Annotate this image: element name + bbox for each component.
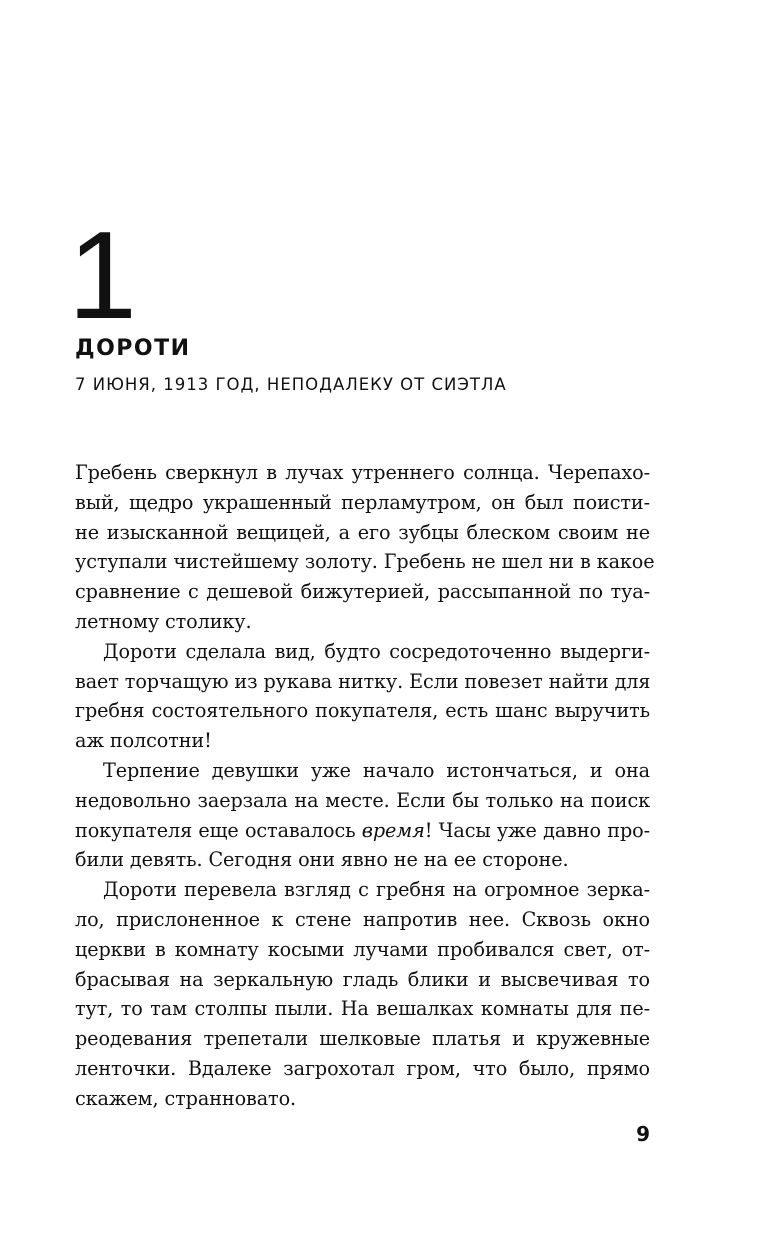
text-line: реодевания трепетали шелковые платья и кружевные	[75, 1027, 650, 1051]
text-run: покупателя еще оставалось	[75, 818, 362, 842]
chapter-subtitle: 7 ИЮНЯ, 1913 ГОД, НЕПОДАЛЕКУ ОТ СИЭТЛА	[75, 375, 507, 394]
text-line: сравнение с дешевой бижутерией, рассыпанной по туа-	[75, 580, 650, 604]
text-line: вый, щедро украшенный перламутром, он был поисти-	[75, 490, 650, 514]
text-line: Гребень сверкнул в лучах утреннего солнца. Черепахо-	[75, 461, 650, 484]
text-run: ! Часы уже давно про-	[424, 818, 651, 842]
text-line: скажем, странновато.	[75, 1086, 297, 1110]
text-line: Дороти перевела взгляд с гребня на огромное зерка-	[103, 878, 650, 902]
text-line: уступали чистейшему золоту. Гребень не шел ни в какое	[75, 550, 655, 574]
text-line: брасывая на зеркальную гладь блики и высвечивая то	[75, 967, 650, 991]
text-line	[75, 816, 650, 846]
text-line: вает торчащую из рукава нитку. Если повезет найти для	[75, 669, 651, 693]
text-line: били девять. Сегодня они явно не на ее стороне.	[75, 848, 569, 872]
text-line: не изысканной вещицей, а его зубцы блеском своим не	[75, 520, 650, 544]
text-line: недовольно заерзала на месте. Если бы только на поиск	[75, 788, 650, 812]
text-line: летному столику.	[75, 609, 252, 633]
text-line: гребня состоятельного покупателя, есть шанс выручить	[75, 699, 650, 723]
text-line: ло, прислоненное к стене напротив нее. Сквозь окно	[75, 907, 650, 931]
emphasized-word: время	[361, 818, 425, 842]
text-line: аж полсотни!	[75, 729, 212, 753]
text-line: Дороти сделала вид, будто сосредоточенно выдерги-	[103, 639, 650, 663]
chapter-number: 1	[68, 207, 135, 345]
text-line: тут, то там столпы пыли. На вешалках комнаты для пе-	[75, 997, 650, 1021]
body-text	[75, 458, 655, 1114]
chapter-title: ДОРОТИ	[75, 336, 191, 361]
text-line: ленточки. Вдалеке загрохотал гром, что было, прямо	[75, 1056, 650, 1080]
page-number: 9	[636, 1122, 650, 1146]
text-line: Терпение девушки уже начало истончаться, и она	[103, 758, 650, 782]
text-line: церкви в комнату косыми лучами пробивался свет, от-	[75, 937, 650, 961]
